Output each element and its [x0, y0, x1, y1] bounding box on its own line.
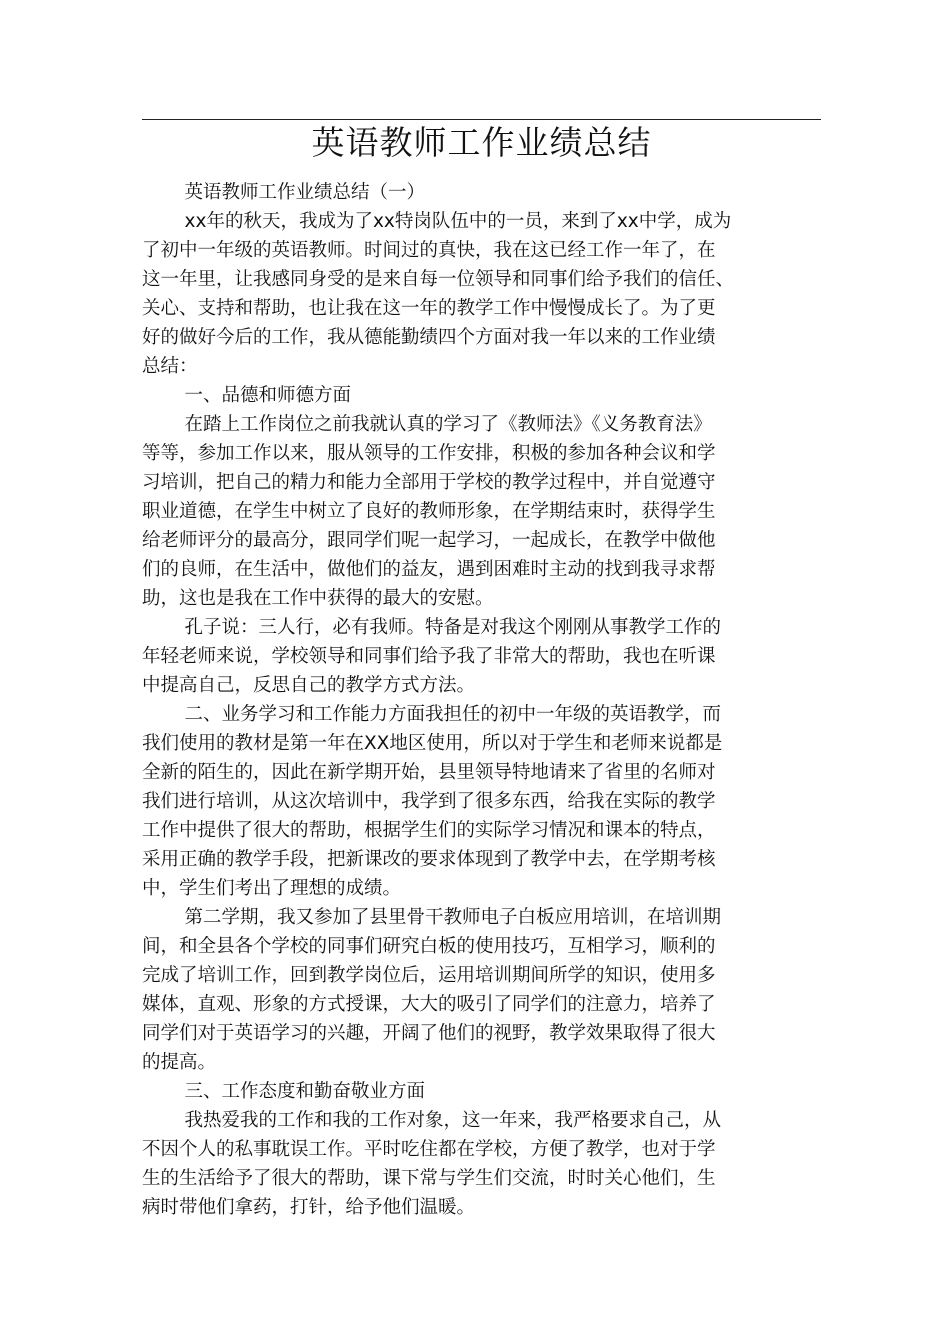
- document-title: 英语教师工作业绩总结: [311, 123, 652, 162]
- paragraph-line: 三、工作态度和勤奋敬业方面: [184, 1081, 426, 1102]
- paragraph-line: 习培训，把自己的精力和能力全部用于学校的教学过程中，并自觉遵守: [142, 472, 716, 493]
- paragraph: [142, 207, 818, 381]
- paragraph-line: 一、品德和师德方面: [184, 385, 352, 406]
- paragraph-line: 同学们对于英语学习的兴趣，开阔了他们的视野，教学效果取得了很大: [142, 1023, 716, 1044]
- paragraph: [142, 613, 818, 700]
- paragraph-line: 在踏上工作岗位之前我就认真的学习了《教师法》《义务教育法》: [184, 414, 712, 435]
- paragraph-line: 我们进行培训，从这次培训中，我学到了很多东西，给我在实际的教学: [142, 791, 716, 812]
- paragraph-line: 全新的陌生的，因此在新学期开始，县里领导特地请来了省里的名师对: [142, 762, 716, 783]
- paragraph-line: 了初中一年级的英语教师。时间过的真快，我在这已经工作一年了，在: [142, 240, 716, 261]
- paragraph-line: 英语教师工作业绩总结（一）: [184, 182, 426, 203]
- paragraph-line: 病时带他们拿药，打针，给予他们温暖。: [142, 1197, 476, 1218]
- paragraph-line: 好的做好今后的工作，我从德能勤绩四个方面对我一年以来的工作业绩: [142, 327, 716, 348]
- paragraph-line: 职业道德，在学生中树立了良好的教师形象，在学期结束时，获得学生: [142, 501, 716, 522]
- paragraph-line: 第二学期，我又参加了县里骨干教师电子白板应用培训，在培训期: [184, 907, 722, 928]
- paragraph: [142, 410, 818, 613]
- paragraph-line: 间，和全县各个学校的同事们研究白板的使用技巧，互相学习，顺利的: [142, 936, 716, 957]
- paragraph: [142, 381, 818, 410]
- paragraph: [142, 700, 818, 903]
- paragraph-line: 的提高。: [142, 1052, 217, 1073]
- paragraph-line: 二、业务学习和工作能力方面我担任的初中一年级的英语教学，而: [184, 704, 722, 725]
- paragraph: [142, 178, 818, 207]
- paragraph-line: xx年的秋天，我成为了xx特岗队伍中的一员，来到了xx中学，成为: [184, 211, 732, 232]
- paragraph-line: 采用正确的教学手段，把新课改的要求体现到了教学中去，在学期考核: [142, 849, 716, 870]
- paragraph-line: 完成了培训工作，回到教学岗位后，运用培训期间所学的知识，使用多: [142, 965, 716, 986]
- paragraph: [142, 903, 818, 1077]
- paragraph-line: 关心、支持和帮助，也让我在这一年的教学工作中慢慢成长了。为了更: [142, 298, 716, 319]
- paragraph-line: 年轻老师来说，学校领导和同事们给予我了非常大的帮助，我也在听课: [142, 646, 716, 667]
- paragraph-line: 媒体，直观、形象的方式授课，大大的吸引了同学们的注意力，培养了: [142, 994, 716, 1015]
- paragraph-line: 中，学生们考出了理想的成绩。: [142, 878, 402, 899]
- paragraph: [142, 1106, 818, 1222]
- paragraph-line: 助，这也是我在工作中获得的最大的安慰。: [142, 588, 494, 609]
- paragraph-line: 给老师评分的最高分，跟同学们呢一起学习，一起成长，在教学中做他: [142, 530, 716, 551]
- paragraph-line: 等等，参加工作以来，服从领导的工作安排，积极的参加各种会议和学: [142, 443, 716, 464]
- paragraph: [142, 1077, 818, 1106]
- paragraph-line: 不因个人的私事耽误工作。平时吃住都在学校，方便了教学，也对于学: [142, 1139, 716, 1160]
- document-body: [142, 178, 818, 1222]
- paragraph-line: 我热爱我的工作和我的工作对象，这一年来，我严格要求自己，从: [184, 1110, 722, 1131]
- paragraph-line: 生的生活给予了很大的帮助，课下常与学生们交流，时时关心他们，生: [142, 1168, 716, 1189]
- paragraph-line: 们的良师，在生活中，做他们的益友，遇到困难时主动的找到我寻求帮: [142, 559, 716, 580]
- paragraph-line: 这一年里，让我感同身受的是来自每一位领导和同事们给予我们的信任、: [142, 269, 735, 290]
- paragraph-line: 总结：: [142, 356, 198, 377]
- paragraph-line: 我们使用的教材是第一年在XX地区使用，所以对于学生和老师来说都是: [142, 733, 723, 754]
- header-rule: [142, 119, 821, 120]
- paragraph-line: 中提高自己，反思自己的教学方式方法。: [142, 675, 476, 696]
- paragraph-line: 工作中提供了很大的帮助，根据学生们的实际学习情况和课本的特点，: [142, 820, 716, 841]
- paragraph-line: 孔子说：三人行，必有我师。特备是对我这个刚刚从事教学工作的: [184, 617, 722, 638]
